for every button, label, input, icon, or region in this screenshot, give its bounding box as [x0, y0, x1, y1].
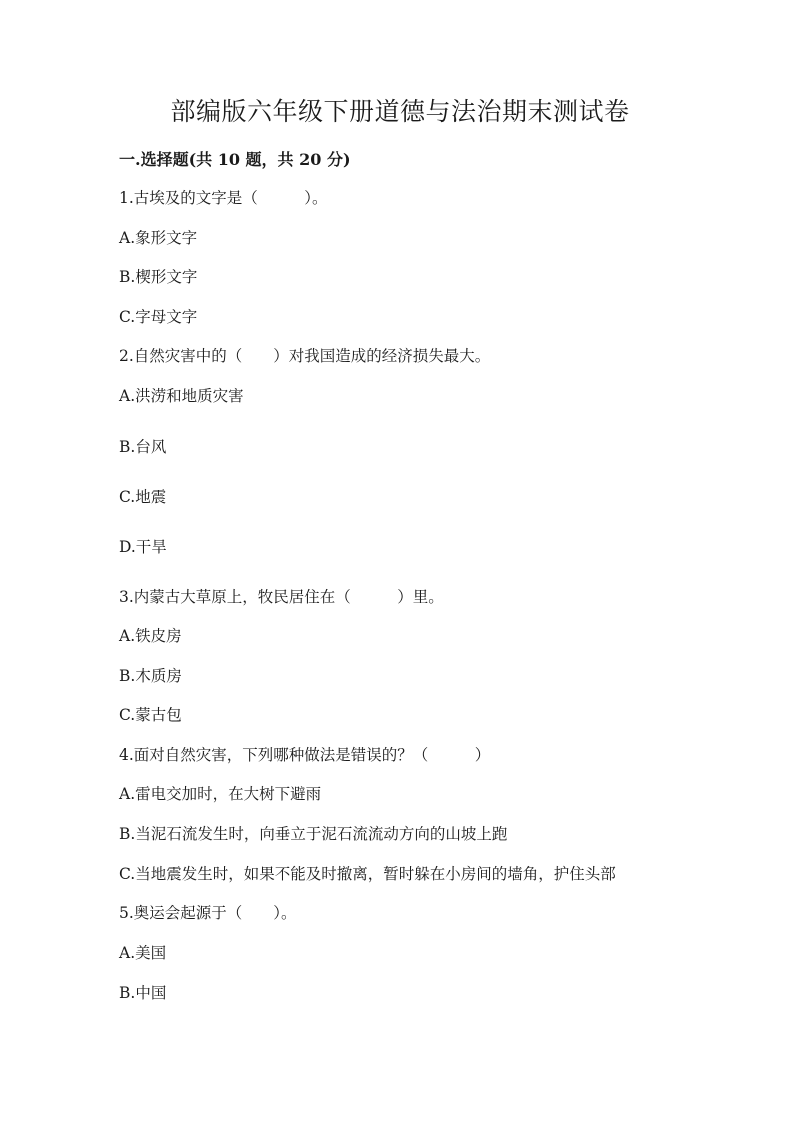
- section-heading: 一.选择题(共 10 题，共 20 分): [119, 150, 351, 169]
- question-4-option-b: B.当泥石流发生时，向垂立于泥石流流动方向的山坡上跑: [119, 825, 508, 843]
- question-1-option-b: B.楔形文字: [119, 268, 198, 286]
- page-title: 部编版六年级下册道德与法治期末测试卷: [170, 97, 630, 126]
- question-4-option-a: A.雷电交加时，在大树下避雨: [119, 785, 322, 803]
- question-3-stem: 3.内蒙古大草原上，牧民居住在（ ）里。: [119, 588, 444, 606]
- question-2-option-d: D.干旱: [119, 538, 167, 556]
- question-2-option-c: C.地震: [119, 488, 167, 506]
- question-1-option-c: C.字母文字: [119, 308, 198, 326]
- question-1-option-a: A.象形文字: [119, 229, 198, 247]
- question-5-stem: 5.奥运会起源于（ ）。: [119, 904, 297, 922]
- question-2-option-b: B.台风: [119, 438, 167, 456]
- question-5-option-a: A.美国: [119, 944, 167, 962]
- question-3-option-c: C.蒙古包: [119, 706, 182, 724]
- question-4-option-c: C.当地震发生时，如果不能及时撤离，暂时躲在小房间的墙角，护住头部: [119, 865, 616, 883]
- question-3-option-b: B.木质房: [119, 667, 182, 685]
- question-2-option-a: A.洪涝和地质灾害: [119, 387, 244, 405]
- question-4-stem: 4.面对自然灾害，下列哪种做法是错误的？（ ）: [119, 746, 491, 764]
- question-3-option-a: A.铁皮房: [119, 627, 182, 645]
- question-1-stem: 1.古埃及的文字是（ ）。: [119, 189, 328, 207]
- question-2-stem: 2.自然灾害中的（ ）对我国造成的经济损失最大。: [119, 347, 491, 365]
- question-5-option-b: B.中国: [119, 984, 167, 1002]
